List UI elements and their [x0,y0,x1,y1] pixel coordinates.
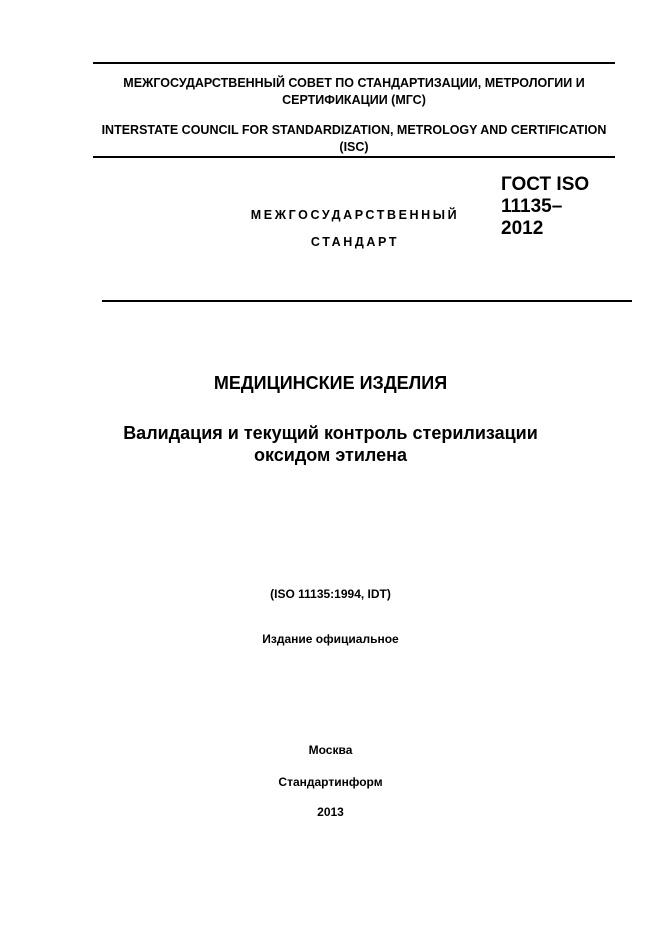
top-rule [93,62,615,64]
imprint-publisher: Стандартинформ [278,775,383,789]
standard-kind-line1: МЕЖГОСУДАРСТВЕННЫЙ [250,208,460,222]
standard-number-line3: 2012 [501,218,544,239]
edition-label: Издание официальное [262,632,399,646]
standard-kind-line2: СТАНДАРТ [310,235,400,249]
document-subtitle [0,422,661,466]
iso-reference: (ISO 11135:1994, IDT) [270,587,391,601]
document-subtitle-line2: оксидом этилена [253,445,408,465]
document-subtitle-line1: Валидация и текущий контроль стерилизации [123,423,538,443]
header-rule [93,156,615,158]
standard-number [501,174,621,240]
imprint-year: 2013 [317,805,344,819]
document-title: МЕДИЦИНСКИЕ ИЗДЕЛИЯ [213,373,448,393]
council-name-ru: МЕЖГОСУДАРСТВЕННЫЙ СОВЕТ ПО СТАНДАРТИЗАЦИИ, МЕТРОЛОГИИ И СЕРТИФИКАЦИИ (МГС) [123,76,585,107]
imprint-city: Москва [308,743,353,757]
standard-number-line1: ГОСТ ISO [501,174,590,195]
standard-number-line2: 11135– [501,196,563,217]
title-block-rule [102,300,632,302]
council-name-en: INTERSTATE COUNCIL FOR STANDARDIZATION, METROLOGY AND CERTIFICATION (ISC) [101,123,607,154]
